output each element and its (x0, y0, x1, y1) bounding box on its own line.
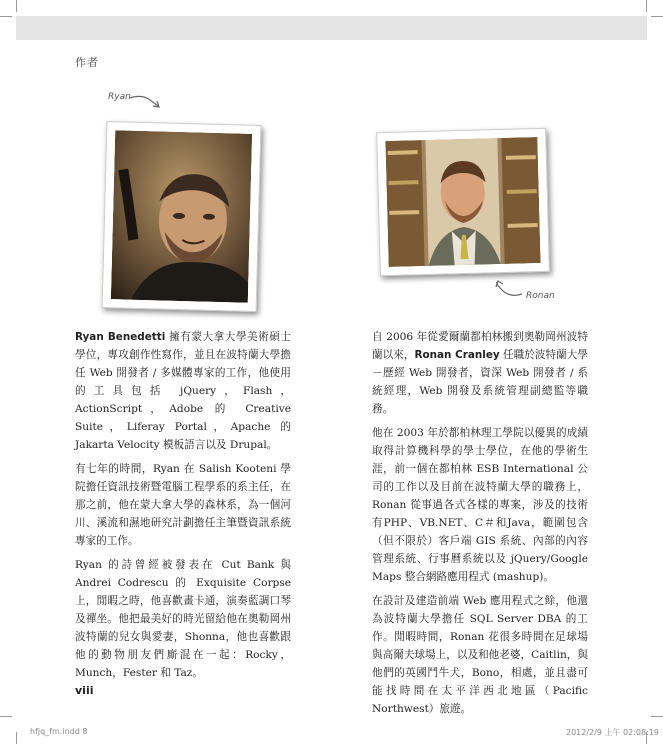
ryan-name: Ryan Benedetti (75, 331, 166, 343)
crop-mark (16, 732, 17, 744)
timestamp-slug: 2012/2/9 上午 02:08:19 (566, 728, 659, 737)
ryan-photo-label: Ryan (108, 92, 131, 102)
ryan-photo-image (111, 130, 252, 303)
ronan-photo (376, 128, 550, 276)
ronan-bio-paragraph: 在設計及建造前端 Web 應用程式之餘，他還為波特蘭大學擔任 SQL Server DBA 的工作。閒暇時間，Ronan 花很多時間在足球場與高爾夫球場上，以及和他老婆，Caitlin，與他們的英國鬥牛犬，Bono，相處，並且盡可能找時間在太平洋西北地區（Pacific Northwest）旅遊。 (372, 595, 588, 715)
crop-mark (0, 716, 12, 717)
header-band (16, 16, 647, 40)
section-label: 作者 (75, 56, 99, 69)
crop-mark (0, 16, 12, 17)
ronan-bio-text: 任職於波特蘭大學－歷經 Web 開發者，資深 Web 開發者 / 系統經理，Web 開發及系統管理副總監等職務。 (372, 349, 589, 415)
ronan-photo-label: Ronan (526, 291, 555, 301)
ryan-bio-paragraph: 有七年的時間，Ryan 在 Salish Kooteni 學院擔任資訊技術暨電腦工程學系的系主任，在那之前，他在蒙大拿大學的森林系，為一個河川、溪流和濕地研究計劃擔任主筆暨資訊系統專家的工作。 (75, 463, 291, 547)
ronan-bio-paragraph: 他在 2003 年於都柏林理工學院以優異的成績取得計算機科學的學士學位，在他的學術生涯，前一個在都柏林 ESB International 公司的工作以及目前在波特蘭大學的職務上，Ronan 從事過各式各樣的專案，涉及的技術有PHP、VB.NET、C＃和Java，範圍包含（但不限於）客戶端 GIS 系統、內部的內容管理系統、行事曆系統以及 jQuery/Google Maps 整合網路應用程式 (mashup)。 (372, 427, 588, 583)
crop-mark (646, 0, 647, 12)
file-slug: hfjq_fm.indd 8 (30, 727, 88, 736)
ronan-bio-text: 自 2006 年從愛爾蘭都柏林搬到奧勒岡州波特蘭以來， (372, 331, 588, 361)
crop-mark (16, 0, 17, 12)
ryan-bio-paragraph (75, 328, 291, 454)
ronan-bio (372, 328, 588, 724)
ronan-photo-image (385, 137, 540, 267)
curved-arrow-icon (494, 280, 524, 300)
curved-arrow-icon (128, 92, 162, 114)
ryan-bio-text: 擁有蒙大拿大學美術碩士學位，專攻創作性寫作，並且在波特蘭大學擔任 Web 開發者 / 多媒體專家的工作，他使用的工具包括 jQuery，Flash，ActionScript，Adobe 的 Creative Suite，Liferay Portal，Apache 的 Jakarta Velocity 模板語言以及 Drupal。 (75, 331, 292, 451)
page-number: viii (75, 684, 94, 697)
ronan-name: Ronan Cranley (414, 349, 500, 361)
ronan-bio-paragraph (372, 328, 588, 418)
ryan-bio (75, 328, 291, 688)
crop-mark (651, 16, 663, 17)
ryan-bio-paragraph: Ryan 的詩曾經被發表在 Cut Bank 與 Andrei Codrescu 的 Exquisite Corpse 上，閒暇之時，他喜歡畫卡通，演奏藍調口琴及禪坐。他把最美好的時光留給他在奧勒岡州波特蘭的兒女與愛妻，Shonna，他也喜歡跟他的動物朋友們廝混在一起：Rocky，Munch，Fester 和 Taz。 (75, 559, 291, 679)
crop-mark (651, 716, 663, 717)
ryan-photo (102, 121, 262, 312)
